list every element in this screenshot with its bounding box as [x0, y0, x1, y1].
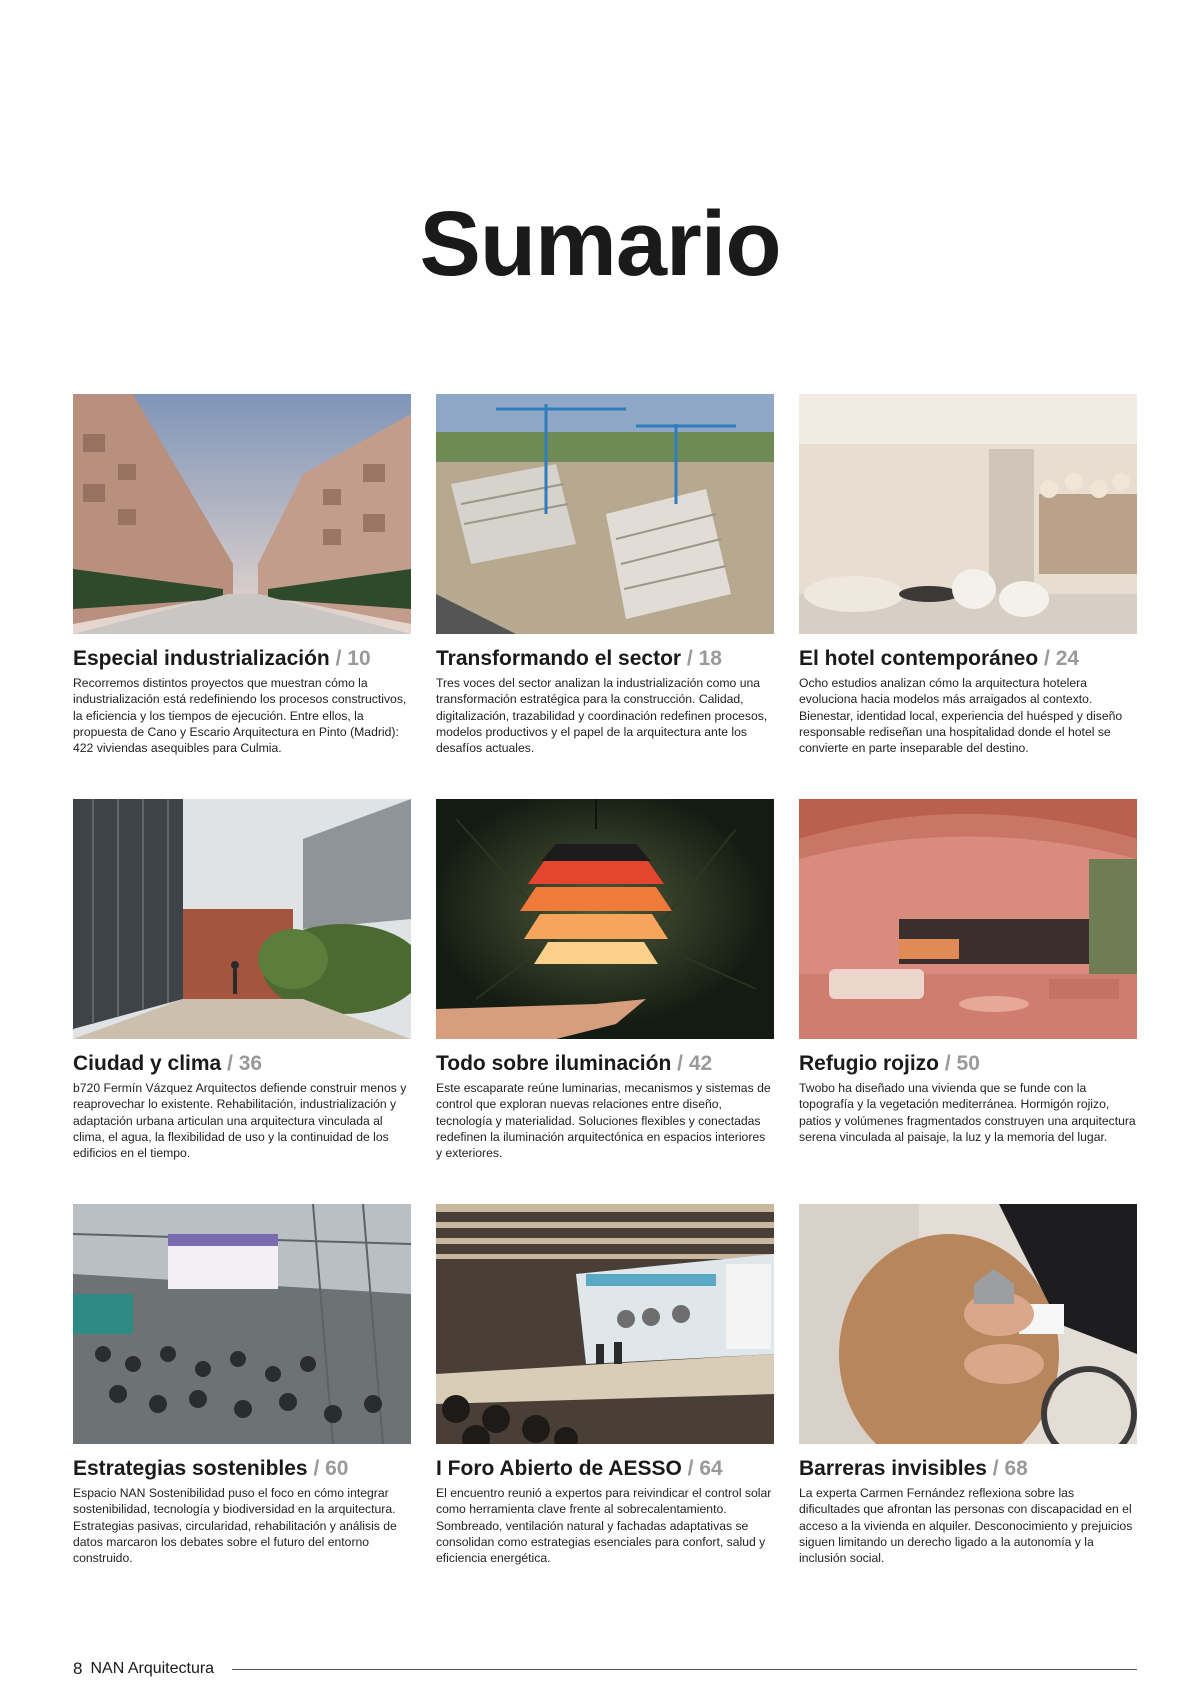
article-photo-key-handover[interactable] — [799, 1204, 1137, 1444]
article-description: b720 Fermín Vázquez Arquitectos defiende construir menos y reaprovechar lo existente. Rehabilitación, industrialización y adaptación urbana articulan una arquitectura vinculada al clima, el agua, la flexibilidad de uso y la continuidad de los edificios en el tiempo. — [73, 1081, 407, 1161]
article-page-number: / 50 — [944, 1052, 980, 1075]
article-photo-urban-courtyard[interactable] — [73, 799, 411, 1039]
article-title[interactable]: Especial industrialización / 10 — [73, 647, 371, 670]
article-title[interactable]: Refugio rojizo / 50 — [799, 1052, 980, 1075]
article-page-number: / 64 — [687, 1457, 723, 1480]
article-photo-housing-street[interactable] — [73, 394, 411, 634]
article-description: Tres voces del sector analizan la industrialización como una transformación estratégica para la construcción. Calidad, digitalización, trazabilidad y coordinación redefinen procesos, modelos productivos y el papel de la arquitectura ante los desafíos actuales. — [436, 676, 768, 756]
article-title[interactable]: I Foro Abierto de AESSO / 64 — [436, 1457, 723, 1480]
article-card[interactable] — [799, 799, 1137, 1204]
article-title[interactable]: Ciudad y clima / 36 — [73, 1052, 263, 1075]
article-description: La experta Carmen Fernández reflexiona sobre las dificultades que afrontan las personas con discapacidad en el acceso a la vivienda en alquiler. Desconocimiento y prejuicios siguen limitando un derecho ligado a la autonomía y la inclusión social. — [799, 1486, 1133, 1566]
article-page-number: / 68 — [992, 1457, 1028, 1480]
article-title[interactable]: Estrategias sostenibles / 60 — [73, 1457, 349, 1480]
article-title[interactable]: El hotel contemporáneo / 24 — [799, 647, 1080, 670]
article-card[interactable] — [436, 1204, 774, 1609]
article-card[interactable] — [73, 799, 411, 1204]
page-footer — [73, 1657, 1137, 1681]
article-page-number: / 42 — [677, 1052, 713, 1075]
footer-page-number: 8 — [73, 1659, 83, 1678]
article-card[interactable] — [799, 394, 1137, 799]
footer-magazine-name: NAN Arquitectura — [90, 1660, 215, 1677]
article-title[interactable]: Todo sobre iluminación / 42 — [436, 1052, 713, 1075]
article-photo-conference-audience[interactable] — [73, 1204, 411, 1444]
article-page-number: / 10 — [335, 647, 371, 670]
article-card[interactable] — [799, 1204, 1137, 1609]
article-page-number: / 36 — [227, 1052, 263, 1075]
article-page-number: / 18 — [686, 647, 722, 670]
article-description: Este escaparate reúne luminarias, mecanismos y sistemas de control que exploran nuevas relaciones entre diseño, tecnología y materialidad. Soluciones flexibles y conectadas redefinen la iluminación arquitectónica en espacios interiores y exteriores. — [436, 1081, 771, 1161]
article-title[interactable]: Barreras invisibles / 68 — [799, 1457, 1028, 1480]
article-page-number: / 24 — [1044, 647, 1080, 670]
article-photo-forum-stage[interactable] — [436, 1204, 774, 1444]
article-photo-hotel-lobby[interactable] — [799, 394, 1137, 634]
article-card[interactable] — [73, 394, 411, 799]
article-photo-red-interior[interactable] — [799, 799, 1137, 1039]
article-title[interactable]: Transformando el sector / 18 — [436, 647, 722, 670]
article-description: Twobo ha diseñado una vivienda que se funde con la topografía y la vegetación mediterránea. Hormigón rojizo, patios y volúmenes fragmentados construyen una arquitectura serena vinculada al paisaje, la luz y la memoria del lugar. — [799, 1081, 1136, 1145]
article-description: El encuentro reunió a expertos para reivindicar el control solar como herramienta clave frente al sobrecalentamiento. Sombreado, ventilación natural y fachadas adaptativas se consolidan como estrategias esenciales para confort, salud y eficiencia energética. — [436, 1486, 772, 1566]
article-page-number: / 60 — [313, 1457, 349, 1480]
article-photo-construction-site[interactable] — [436, 394, 774, 634]
article-grid — [73, 394, 1137, 1609]
article-description: Recorremos distintos proyectos que muestran cómo la industrialización está redefiniendo los procesos constructivos, la eficiencia y los tiempos de ejecución. Entre ellos, la propuesta de Cano y Escario Arquitectura en Pinto (Madrid): 422 viviendas asequibles para Culmia. — [73, 676, 407, 756]
article-description: Ocho estudios analizan cómo la arquitectura hotelera evoluciona hacia modelos más arraigados al contexto. Bienestar, identidad local, experiencia del huésped y diseño responsable rediseñan una hospitalidad donde el hotel se convierte en parte inseparable del destino. — [799, 676, 1123, 756]
article-card[interactable] — [436, 799, 774, 1204]
footer-rule — [232, 1669, 1137, 1670]
article-card[interactable] — [73, 1204, 411, 1609]
article-card[interactable] — [436, 394, 774, 799]
article-photo-pendant-lamp[interactable] — [436, 799, 774, 1039]
page-title: Sumario — [419, 193, 781, 295]
article-description: Espacio NAN Sostenibilidad puso el foco en cómo integrar sostenibilidad, tecnología y biodiversidad en la arquitectura. Estrategias pasivas, circularidad, rehabilitación y análisis de datos marcaron los debates sobre el futuro del entorno construido. — [73, 1486, 397, 1566]
